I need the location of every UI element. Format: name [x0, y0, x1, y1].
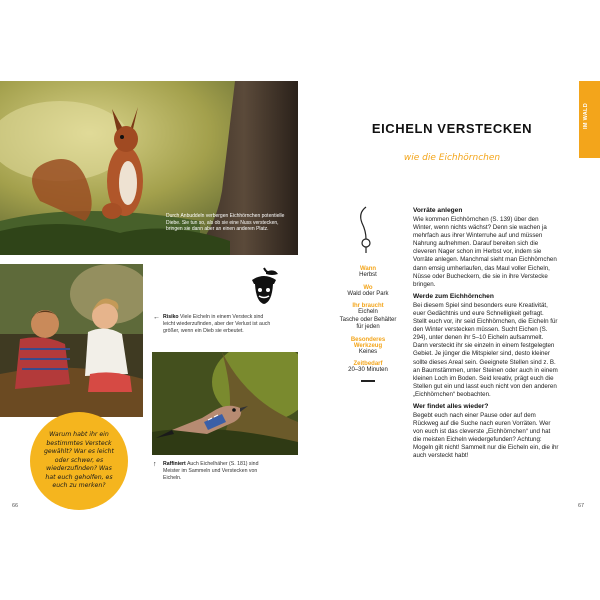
info-label: Besonderes Werkzeug	[350, 336, 386, 349]
text-column	[413, 207, 559, 461]
info-value: Herbst	[359, 272, 377, 278]
jay-photo	[152, 352, 298, 455]
right-page	[300, 0, 600, 600]
info-item	[328, 266, 408, 280]
info-value: Eicheln Tasche oder Behälter für jeden	[339, 309, 397, 330]
section	[413, 403, 559, 461]
risk-caption	[153, 314, 275, 335]
left-page-number: 66	[12, 503, 19, 509]
section-body: Wie kommen Eichhörnchen (S. 139) über den Winter, wenn nichts wächst? Denn sie wachen ja mehrfach aus ihrer Winterruhe auf und müssen Nahrung aufnehmen. Darauf bereiten sich die cleveren Nager schon im Herbst vor, indem sie Vorräte anlegen. Manchmal sieht man Eichhörnchen dann emsig umherlaufen, das Maul voller Eicheln, Nüsse oder Bucheckern, die sie in ihre Verstecke bringen.	[413, 216, 557, 288]
children-photo-art	[0, 264, 143, 417]
info-label: Wann	[359, 266, 377, 272]
children-photo	[0, 264, 143, 417]
acorn-icon	[246, 266, 282, 306]
info-item	[328, 337, 408, 357]
section-body: Bei diesem Spiel sind besonders eure Kreativität, euer Gedächtnis und eure Schnelligkeit gefragt. Stellt euch vor, ihr seid Eichhörnchen, die Eicheln für den Winter verstecken müssen. Sucht Eichen (S. 294), unter denen ihr 5–10 Eicheln aufsammelt. Dann versteckt ihr sie einzeln in einem festgelegten Gebiet. Je jünger die Mitspieler sind, desto kleiner sollte dieses Areal sein. Geeignete Stellen sind z. B. an Baumstämmen, unter Steinen oder auch in einem kleinen Loch im Boden. Seid kreativ, prägt euch die Stellen gut ein und lasst euch nicht von den anderen „Eichhörnchen“ beobachten.	[413, 301, 558, 398]
section	[413, 293, 559, 399]
info-label: Ihr braucht	[352, 303, 384, 309]
arrow-up-icon: ↑	[153, 461, 157, 468]
info-value: Keines	[358, 348, 378, 355]
section-heading: Vorräte anlegen	[413, 207, 463, 214]
jay-label: Raffiniert	[163, 461, 186, 467]
page-title: EICHELN VERSTECKEN	[371, 121, 533, 136]
risk-label: Risiko	[163, 314, 179, 320]
info-item	[328, 285, 408, 299]
right-page-number: 67	[578, 503, 585, 509]
question-text: Warum habt ihr ein bestimmtes Versteck gewählt? War es leicht oder schwer, es wiederzufinden? Was hat euch geholfen, es euch zu merken?	[44, 430, 114, 490]
side-tab-label: IM WALD	[583, 103, 589, 129]
side-tab	[579, 81, 600, 158]
jay-caption	[153, 461, 273, 482]
section	[413, 207, 559, 289]
hook-icon	[354, 205, 378, 255]
section-body: Begebt euch nach einer Pause oder auf dem Rückweg auf die Suche nach euren Vorräten. Wer von euch ist das cleverste „Eichhörnchen“ und hat die meisten Eicheln wiedergefunden? Achtung: Mogeln gilt nicht! Sammelt nur die Eicheln ein, die ihr auch versteckt habt!	[413, 411, 559, 460]
info-value: Wald oder Park	[347, 290, 389, 297]
info-item	[328, 303, 408, 332]
info-label: Zeitbedarf	[353, 361, 383, 367]
info-value: 20–30 Minuten	[348, 367, 388, 373]
info-box	[328, 266, 408, 382]
risk-text: Viele Eicheln in einem Versteck sind leicht wiederzufinden, aber der Verlust ist auch größer, wenn ein Dieb sie erbeutet.	[163, 314, 271, 334]
page-subtitle: wie die Eichhörnchen	[403, 153, 501, 163]
info-label: Wo	[363, 284, 373, 291]
section-heading: Wer findet alles wieder?	[413, 402, 489, 410]
question-bubble	[30, 412, 128, 510]
jay-photo-art	[152, 352, 298, 455]
arrow-left-icon: ←	[153, 314, 160, 321]
squirrel-photo	[0, 81, 298, 255]
squirrel-caption: Durch Anbuddeln verbergen Eichhörnchen potentielle Diebe. Sie tun so, als ob sie eine Nuss verstecken, bringen sie dann aber an einen anderen Platz.	[166, 213, 285, 232]
info-item	[328, 361, 408, 375]
divider	[361, 380, 375, 382]
section-heading: Werde zum Eichhörnchen	[413, 292, 494, 300]
jay-text: Auch Eichelhäher (S. 181) sind Meister im Sammeln und Verstecken von Eicheln.	[163, 461, 259, 481]
